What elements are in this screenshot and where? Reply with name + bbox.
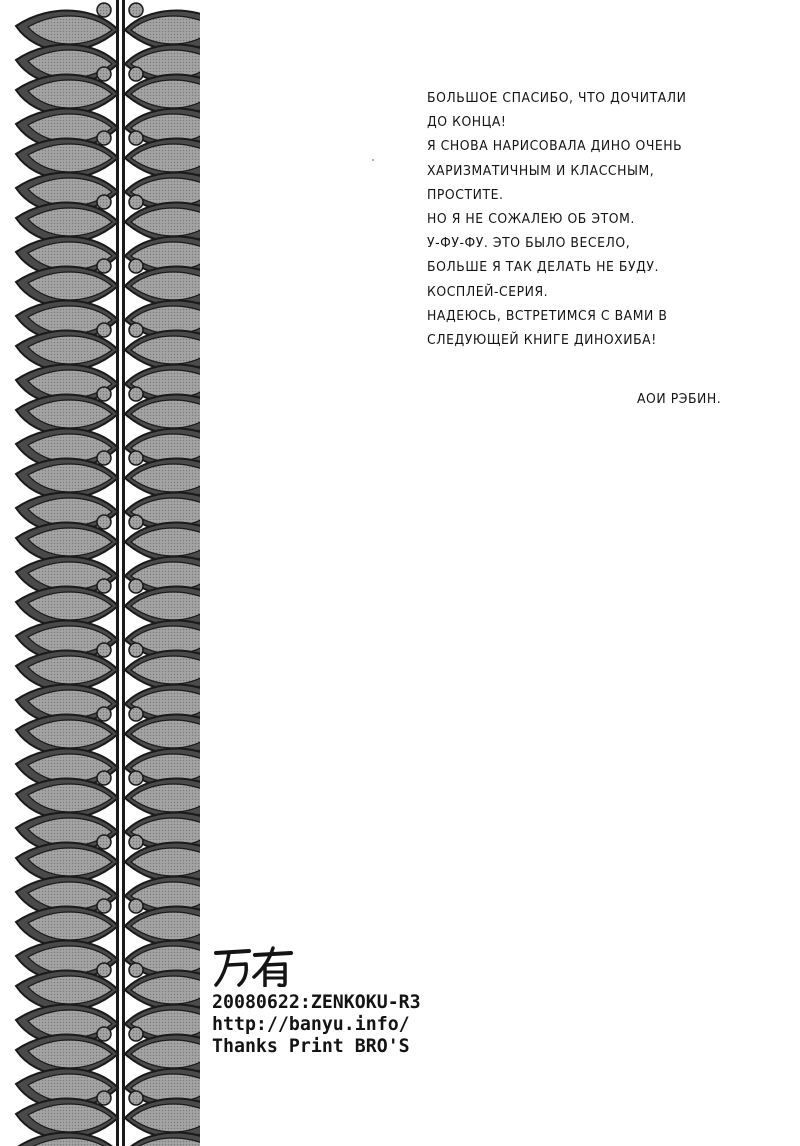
bud xyxy=(97,1027,111,1041)
bud xyxy=(129,387,143,401)
bud xyxy=(97,579,111,593)
afterword-line: СЛЕДУЮЩЕЙ КНИГЕ ДИНОХИБА! xyxy=(427,332,657,349)
afterword-line: Я СНОВА НАРИСОВАЛА ДИНО ОЧЕНЬ xyxy=(427,138,683,155)
afterword-line: БОЛЬШЕ Я ТАК ДЕЛАТЬ НЕ БУДУ. xyxy=(427,259,660,276)
bud xyxy=(97,1091,111,1105)
bud xyxy=(97,771,111,785)
leaf xyxy=(16,1133,118,1146)
bud xyxy=(129,835,143,849)
bud xyxy=(129,67,143,81)
colophon xyxy=(212,991,429,1057)
printer-credit: Thanks Print BRO'S xyxy=(212,1035,410,1057)
bud xyxy=(129,579,143,593)
bud xyxy=(129,643,143,657)
bud xyxy=(129,707,143,721)
bud xyxy=(129,195,143,209)
afterword-line: КОСПЛЕЙ-СЕРИЯ. xyxy=(427,283,549,300)
author-signature: АОИ РЭБИН. xyxy=(637,391,722,407)
bud xyxy=(97,323,111,337)
leaf-vine-border xyxy=(0,0,200,1146)
bud xyxy=(97,67,111,81)
bud xyxy=(97,899,111,913)
bud xyxy=(97,707,111,721)
bud xyxy=(97,451,111,465)
bud xyxy=(129,1091,143,1105)
bud xyxy=(129,1027,143,1041)
afterword-line: У-ФУ-ФУ. ЭТО БЫЛО ВЕСЕЛО, xyxy=(427,235,631,252)
bud xyxy=(129,899,143,913)
bud xyxy=(97,515,111,529)
website-url: http://banyu.info/ xyxy=(212,1013,410,1035)
bud xyxy=(97,3,111,17)
afterword-line: ПРОСТИТЕ. xyxy=(427,186,504,203)
bud xyxy=(129,515,143,529)
bud xyxy=(97,195,111,209)
afterword-line: НО Я НЕ СОЖАЛЕЮ ОБ ЭТОМ. xyxy=(427,211,635,228)
bud xyxy=(129,323,143,337)
afterword-line: ДО КОНЦА! xyxy=(427,114,507,131)
bud xyxy=(129,963,143,977)
bud xyxy=(97,963,111,977)
stray-dot xyxy=(372,159,374,161)
afterword-line: НАДЕЮСЬ, ВСТРЕТИМСЯ С ВАМИ В xyxy=(427,307,668,324)
circle-logo xyxy=(213,945,295,987)
bud xyxy=(129,451,143,465)
afterword-line: БОЛЬШОЕ СПАСИБО, ЧТО ДОЧИТАЛИ xyxy=(427,90,687,106)
bud xyxy=(129,259,143,273)
bud xyxy=(97,387,111,401)
afterword-line: ХАРИЗМАТИЧНЫМ И КЛАССНЫМ, xyxy=(427,162,655,179)
vine-stem xyxy=(122,0,125,1146)
bud xyxy=(97,131,111,145)
afterword-text xyxy=(427,86,767,352)
bud xyxy=(97,259,111,273)
bud xyxy=(97,643,111,657)
print-date-line: 20080622:ZENKOKU-R3 xyxy=(212,991,421,1013)
bud xyxy=(129,3,143,17)
bud xyxy=(129,131,143,145)
bud xyxy=(129,771,143,785)
bud xyxy=(97,835,111,849)
leaf xyxy=(125,1133,200,1146)
